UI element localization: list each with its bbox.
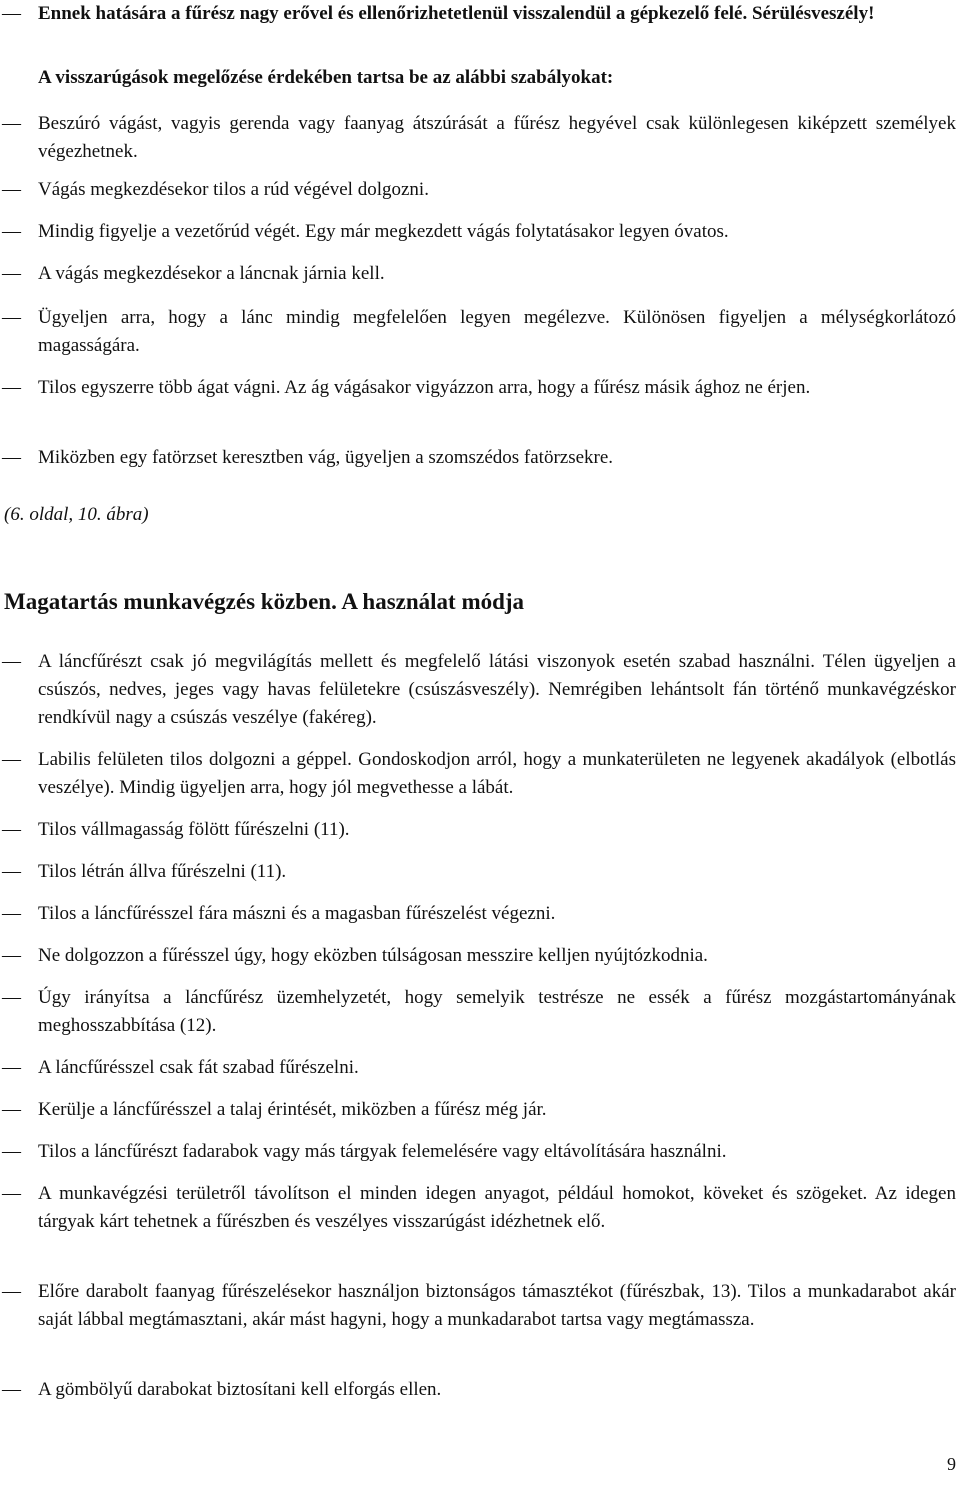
list-item-text: Miközben egy fatörzset keresztben vág, ügyeljen a szomszédos fatörzsekre. [38,447,614,468]
list-item-text: Ügyeljen arra, hogy a lánc mindig megfelelően legyen megélezve. Különösen figyeljen a mélységkorlátozó magasságára. [38,307,956,356]
figure-reference: (6. oldal, 10. ábra) [4,504,149,525]
page-number: 9 [947,1454,956,1474]
list-item-text: Tilos egyszerre több ágat vágni. Az ág vágásakor vigyázzon arra, hogy a fűrész másik ághoz ne érjen. [38,377,811,398]
list-item [0,1054,960,1082]
list-item-text: Mindig figyelje a vezetőrúd végét. Egy már megkezdett vágás folytatásakor legyen óvatos. [38,221,729,242]
list-item [0,984,960,1040]
dash-bullet: — [2,1099,21,1120]
list-item [0,1376,960,1404]
list-item-text: A munkavégzési területről távolítson el minden idegen anyagot, például homokot, köveket és szögeket. Az idegen tárgyak kárt tehetnek a fűrészben és veszélyes visszarúgást idézhetnek elő. [38,1183,956,1232]
list-item [0,304,960,360]
list-item-text: Labilis felületen tilos dolgozni a géppel. Gondoskodjon arról, hogy a munkaterületen ne legyenek akadályok (elbotlás veszélye). Mindig ügyeljen arra, hogy jól megvethesse a lábát. [38,749,956,798]
list-item [0,942,960,970]
list-item-text: Tilos a láncfűrészt fadarabok vagy más tárgyak felemelésére vagy eltávolítására használni. [38,1141,727,1162]
dash-bullet: — [2,113,21,134]
list-item [0,858,960,886]
dash-bullet: — [2,221,21,242]
list-item-text: Ne dolgozzon a fűrésszel úgy, hogy eközben túlságosan messzire kelljen nyújtózkodnia. [38,945,708,966]
list-item [0,746,960,802]
list-item-text: Vágás megkezdésekor tilos a rúd végével dolgozni. [38,179,429,200]
dash-bullet: — [2,1281,21,1302]
section-heading: Magatartás munkavégzés közben. A használat módja [4,589,525,614]
list-item [0,1278,960,1334]
list-item [0,260,960,288]
dash-bullet: — [2,1183,21,1204]
dash-bullet: — [2,749,21,770]
list-item [0,900,960,928]
list-item [0,218,960,246]
list-item-text: Beszúró vágást, vagyis gerenda vagy faanyag átszúrását a fűrész hegyével csak különlegesen kiképzett személyek végezhetnek. [38,113,956,162]
dash-bullet: — [2,447,21,468]
list-item [0,1180,960,1236]
list-item [0,176,960,204]
dash-bullet: — [2,987,21,1008]
dash-bullet: — [2,3,21,24]
dash-bullet: — [2,819,21,840]
dash-bullet: — [2,263,21,284]
list-item-text: Úgy irányítsa a láncfűrész üzemhelyzetét, hogy semelyik testrésze ne essék a fűrész mozgástartományának meghosszabbítása (12). [38,987,956,1036]
list-item [0,648,960,732]
list-item-text: A vágás megkezdésekor a láncnak járnia kell. [38,263,385,284]
list-item [0,374,960,402]
dash-bullet: — [2,377,21,398]
list-item-text: A gömbölyű darabokat biztosítani kell elforgás ellen. [38,1379,442,1400]
list-item [0,1138,960,1166]
list-item-text: A láncfűrészt csak jó megvilágítás mellett és megfelelő látási viszonyok esetén szabad használni. Télen ügyeljen a csúszós, nedves, jeges vagy havas felületekre (csúszásveszély). Nemrégiben lehántsolt fán történő munkavégzéskor rendkívül nagy a csúszás veszélye (fakéreg). [38,651,956,728]
dash-bullet: — [2,1379,21,1400]
dash-bullet: — [2,651,21,672]
rules-intro: A visszarúgások megelőzése érdekében tartsa be az alábbi szabályokat: [38,67,614,88]
dash-bullet: — [2,861,21,882]
list-item-text: Tilos vállmagasság fölött fűrészelni (11). [38,819,350,840]
list-item-text: Előre darabolt faanyag fűrészelésekor használjon biztonságos támasztékot (fűrészbak, 13). Tilos a munkadarabot akár saját lábbal megtámasztani, akár mást hagyni, hogy a munkadarabot tartsa vagy megtámassza. [38,1281,956,1330]
list-item-text: Kerülje a láncfűrésszel a talaj érintését, miközben a fűrész még jár. [38,1099,547,1120]
list-item [0,1096,960,1124]
dash-bullet: — [2,307,21,328]
list-item-text: A láncfűrésszel csak fát szabad fűrészelni. [38,1057,359,1078]
list-item [0,0,960,28]
dash-bullet: — [2,1141,21,1162]
list-item-text: Tilos létrán állva fűrészelni (11). [38,861,287,882]
list-item [0,110,960,166]
list-item [0,444,960,472]
dash-bullet: — [2,903,21,924]
dash-bullet: — [2,1057,21,1078]
dash-bullet: — [2,179,21,200]
list-item-text: Ennek hatására a fűrész nagy erővel és ellenőrizhetetlenül visszalendül a gépkezelő felé. Sérülésveszély! [38,3,875,24]
list-item [0,816,960,844]
list-item-text: Tilos a láncfűrésszel fára mászni és a magasban fűrészelést végezni. [38,903,556,924]
dash-bullet: — [2,945,21,966]
